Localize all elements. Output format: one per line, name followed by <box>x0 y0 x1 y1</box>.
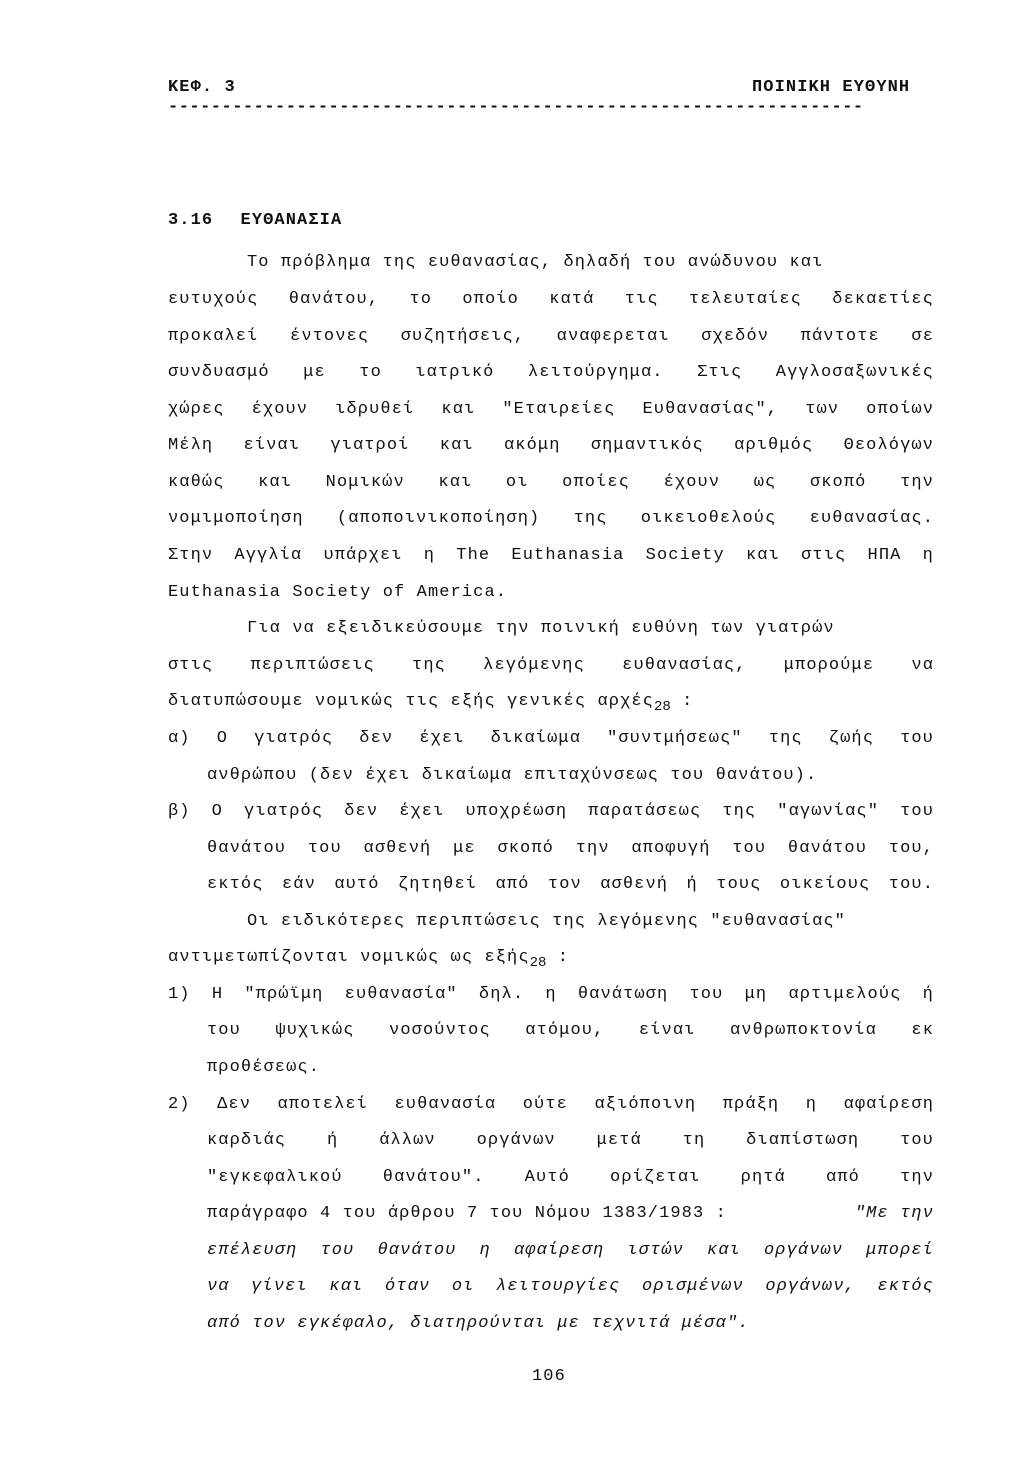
principle-b-line: β) Ο γιατρός δεν έχει υποχρέωση παρατάσεως της "αγωνίας" του <box>168 802 934 821</box>
item-2-line <box>207 1203 934 1225</box>
body-text: αντιμετωπίζονται νομικώς ως εξής <box>168 948 530 967</box>
section-title: ΕΥΘΑΝΑΣΙΑ <box>240 211 343 230</box>
page-number: 106 <box>532 1367 566 1386</box>
running-header-title: ΠΟΙΝΙΚΗ ΕΥΘΥΝΗ <box>752 78 911 97</box>
item-1-line: του ψυχικώς νοσούντος ατόμου, είναι ανθρωποκτονία εκ <box>207 1021 934 1040</box>
body-line: νομιμοποίηση (αποποινικοποίηση) της οικειοθελούς ευθανασίας. <box>168 509 934 528</box>
section-number: 3.16 <box>168 211 214 230</box>
body-line: Μέλη είναι γιατροί και ακόμη σημαντικός αριθμός Θεολόγων <box>168 436 934 455</box>
body-line: Euthanasia Society of America. <box>168 583 508 602</box>
body-line: χώρες έχουν ιδρυθεί και "Εταιρείες Ευθανασίας", των οποίων <box>168 400 934 419</box>
body-text: παράγραφο 4 του άρθρου 7 του Νόμου 1383/1983 : <box>207 1204 727 1223</box>
body-line: συνδυασμό με το ιατρικό λειτούργημα. Στις Αγγλοσαξωνικές <box>168 363 934 382</box>
principle-a-line: α) Ο γιατρός δεν έχει δικαίωμα "συντμήσεως" της ζωής του <box>168 729 934 748</box>
body-line: στις περιπτώσεις της λεγόμενης ευθανασίας, μπορούμε να <box>168 656 934 675</box>
quote-line: να γίνει και όταν οι λειτουργίες ορισμένων οργάνων, εκτός <box>207 1277 934 1296</box>
principle-b-line: εκτός εάν αυτό ζητηθεί από τον ασθενή ή τους οικείους του. <box>207 875 934 894</box>
principle-a-line: ανθρώπου (δεν έχει δικαίωμα επιταχύνσεως του θανάτου). <box>207 766 818 785</box>
quote-text: "Με την <box>854 1204 934 1223</box>
item-2-line: 2) Δεν αποτελεί ευθανασία ούτε αξιόποινη πράξη η αφαίρεση <box>168 1095 934 1114</box>
item-1-line: 1) Η "πρώϊμη ευθανασία" δηλ. η θανάτωση του μη αρτιμελούς ή <box>168 985 934 1004</box>
body-line: προκαλεί έντονες συζητήσεις, αναφερεται σχεδόν πάντοτε σε <box>168 327 934 346</box>
footnote-ref: 28 <box>653 699 671 715</box>
body-line <box>168 691 693 718</box>
body-line <box>168 947 569 974</box>
quote-line: επέλευση του θανάτου η αφαίρεση ιστών και οργάνων μπορεί <box>207 1241 934 1260</box>
quote-line: από τον εγκέφαλο, διατηρούνται με τεχνιτά μέσα". <box>207 1314 750 1333</box>
body-line: Το πρόβλημα της ευθανασίας, δηλαδή του ανώδυνου και <box>247 253 824 272</box>
body-line: ευτυχούς θανάτου, το οποίο κατά τις τελευταίες δεκαετίες <box>168 290 934 309</box>
header-rule: ----------------------------------------------------------------- <box>168 98 864 117</box>
body-text: διατυπώσουμε νομικώς τις εξής γενικές αρχές <box>168 692 654 711</box>
body-text: : <box>670 692 694 711</box>
body-line: Για να εξειδικεύσουμε την ποινική ευθύνη των γιατρών <box>247 619 835 638</box>
body-text: : <box>546 948 570 967</box>
item-1-line: προθέσεως. <box>207 1058 321 1077</box>
section-heading <box>168 210 342 232</box>
body-line: Στην Αγγλία υπάρχει η The Euthanasia Society και στις ΗΠΑ η <box>168 546 934 565</box>
item-2-line: "εγκεφαλικού θανάτου". Αυτό ορίζεται ρητά από την <box>207 1168 934 1187</box>
item-2-line: καρδιάς ή άλλων οργάνων μετά τη διαπίστωση του <box>207 1131 934 1150</box>
running-header-chapter: ΚΕΦ. 3 <box>168 78 236 97</box>
footnote-ref: 28 <box>529 955 547 971</box>
principle-b-line: θανάτου του ασθενή με σκοπό την αποφυγή του θανάτου του, <box>207 839 934 858</box>
body-line: καθώς και Νομικών και οι οποίες έχουν ως σκοπό την <box>168 473 934 492</box>
body-line: Οι ειδικότερες περιπτώσεις της λεγόμενης "ευθανασίας" <box>247 912 846 931</box>
